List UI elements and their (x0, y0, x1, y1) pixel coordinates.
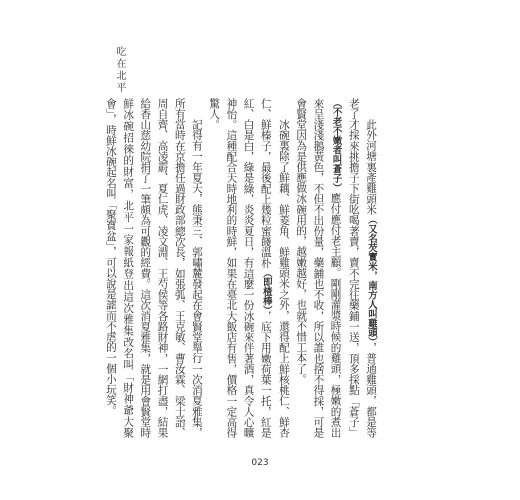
text-span: 此外河塘裏產雞頭米 (365, 119, 377, 215)
page-number: 023 (251, 458, 269, 468)
inline-note: （即楂棒） (260, 268, 272, 311)
text-span: ，普通雞頭，都是等老了才採來挑擔子下街吆喝著賣，賣不完往藥鋪一送，頂多採點「蒼子」 (347, 98, 377, 438)
running-header: 吃在北平 (114, 46, 125, 94)
paragraph (205, 98, 292, 438)
inline-note: （又名芡實米，南方人叫雞頭） (366, 214, 377, 343)
inline-note: （不老不嫩者叫蒼子） (330, 98, 342, 193)
paragraph (292, 98, 380, 438)
text-span: ，底下用嫩荷葉一托，紅是紅、白是白，綠是綠，炎炎夏日，有這麼一份冰碗來伴著酒，真令人心曠神怡。這種配合天時地利的時鮮，如果在臺北大飯店有售，價格一定高得驚人。 (208, 98, 272, 438)
text-span: 應付應付老主顧。剛剛灌漿時候的雞頭，極嫩的煮出來呈淺淺鵝黃色，不但不出份量，藥鋪也不收，所以誰也捨不得採，可是會賢堂因為是供應做冰碗用的，越嫩越好，也就不惜工本了。 (295, 98, 342, 438)
body-text (102, 98, 380, 438)
paragraph (102, 98, 205, 438)
text-span: 冰碗裏除了鮮藕、鮮菱角、鮮雞頭米之外，還得配上鮮核桃仁、鮮杏仁、鮮榛子，最後配上幾粒蜜餞溫朴 (259, 98, 290, 438)
text-span: 記得有一年夏天，熊秉三、郭嘯麓發起在會賢堂舉行一次消夏雅集，所有當時在京擔任過財政部總次長，如張弧、王克敏、曹汝霖、梁士詒、周自齊、高凌霨、夏仁虎、凌文淵、王芍侯等各路財神，一網打盡，結果給香山慈幼院捐了一筆頗為可觀的經費。這次消夏雅集，就是用會賢堂時鮮冰碗招徠的財富，北平一家報紙登出這次雅集改名叫「財神爺大聚會」，時鮮冰碗起名叫「聚寶盆」，可以說是謔而不虐的一個小玩笑。 (104, 98, 203, 438)
